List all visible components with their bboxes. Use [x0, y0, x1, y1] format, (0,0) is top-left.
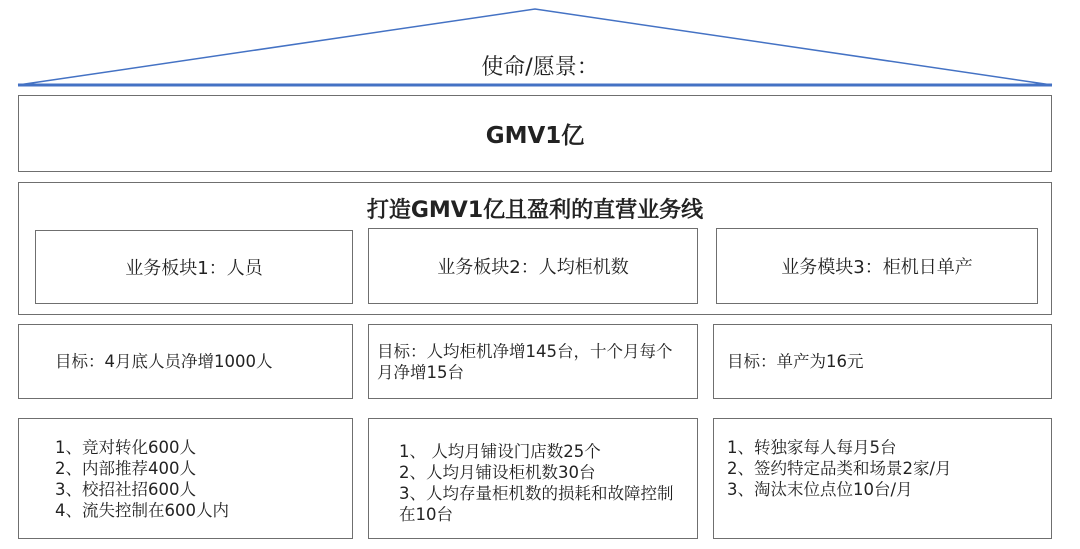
module-label: 业务板块1：人员 — [125, 258, 263, 279]
module-box-personnel — [35, 230, 353, 304]
vision-text: GMV1亿 — [485, 123, 585, 149]
list-item: 2、内部推荐400人 — [55, 458, 196, 478]
action-box-cabinets — [368, 418, 698, 539]
goal-text: 目标：人均柜机净增145台，十个月每个月净增15台 — [377, 341, 673, 382]
module-label: 业务模块3：柜机日单产 — [781, 257, 973, 278]
goal-text: 目标：单产为16元 — [727, 352, 864, 371]
action-box-personnel — [18, 418, 353, 539]
goal-box-cabinets — [368, 324, 698, 399]
action-box-output — [713, 418, 1052, 539]
list-item: 4、流失控制在600人内 — [55, 500, 229, 520]
list-item: 2、人均月铺设柜机数30台 — [399, 463, 596, 482]
module-box-daily-output — [716, 228, 1038, 304]
list-item: 3、校招社招600人 — [55, 479, 196, 499]
action-list — [55, 437, 229, 521]
goal-box-personnel — [18, 324, 353, 399]
list-item: 2、签约特定品类和场景2家/月 — [727, 459, 952, 478]
list-item: 1、转独家每人每月5台 — [727, 438, 897, 457]
list-item: 3、淘汰末位点位10台/月 — [727, 480, 913, 499]
goal-box-output — [713, 324, 1052, 399]
list-item: 3、人均存量柜机数的损耗和故障控制在10台 — [399, 484, 674, 524]
mission-vision-label: 使命/愿景： — [481, 55, 599, 80]
list-item: 1、竞对转化600人 — [55, 437, 196, 457]
action-list — [727, 437, 1041, 500]
module-label: 业务板块2：人均柜机数 — [437, 257, 629, 278]
list-item: 1、 人均月铺设门店数25个 — [399, 442, 601, 461]
action-list — [399, 441, 687, 525]
goal-text: 目标：4月底人员净增1000人 — [55, 352, 273, 371]
business-line-title: 打造GMV1亿且盈利的直营业务线 — [366, 198, 704, 223]
module-box-cabinets-per-person — [368, 228, 698, 304]
vision-box — [18, 95, 1052, 172]
